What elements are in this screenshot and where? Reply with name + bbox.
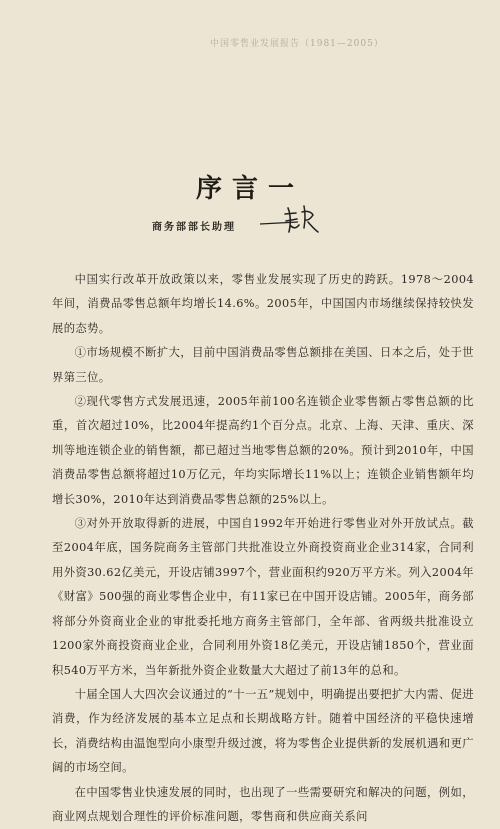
preface-body: [52, 268, 474, 829]
paragraph: ②现代零售方式发展迅速，2005年前100名连锁企业零售额占零售总额的比重，首次超过10%，比2004年提高约1个百分点。北京、上海、天津、重庆、深圳等地连锁企业的销售额，都已超过当地零售总额的20%。预计到2010年，中国消费品零售总额将超过10万亿元，年均实际增长11%以上；连锁企业销售额年均增长30%，2010年达到消费品零售总额的25%以上。: [52, 395, 474, 506]
paragraph: 十届全国人大四次会议通过的“十一五”规划中，明确提出要把扩大内需、促进消费，作为经济发展的基本立足点和长期战略方针。随着中国经济的平稳快速增长，消费结构由温饱型向小康型升级过渡，将为零售企业提供新的发展机遇和更广阔的市场空间。: [52, 687, 474, 775]
handwritten-signature: [258, 202, 338, 236]
paragraph: ①市场规模不断扩大，目前中国消费品零售总额排在美国、日本之后，处于世界第三位。: [52, 346, 474, 384]
running-head: 中国零售业发展报告（1981—2005）: [210, 39, 384, 49]
paragraph: 在中国零售业快速发展的同时，也出现了一些需要研究和解决的问题，例如，商业网点规划合理性的评价标准问题，零售商和供应商关系问: [52, 785, 474, 823]
author-title: 商务部部长助理: [152, 222, 236, 233]
paragraph: 中国实行改革开放政策以来，零售业发展实现了历史的跨跃。1978～2004年间，消费品零售总额年均增长14.6%。2005年，中国国内市场继续保持较快发展的态势。: [52, 273, 474, 335]
paragraph: ③对外开放取得新的进展，中国自1992年开始进行零售业对外开放试点。截至2004年底，国务院商务主管部门共批准设立外商投资商业企业314家，合同利用外资30.62亿美元，开设店铺3997个，营业面积约920万平方米。列入2004年《财富》500强的商业零售企业中，有11家已在中国开设店铺。2005年，商务部将部分外资商业企业的审批委托地方商务主管部门，全年部、省两级共批准设立1200家外商投资商业企业，合同利用外资18亿美元，开设店铺1850个，营业面积540万平方米，当年新批外资企业数量大大超过了前13年的总和。: [52, 517, 474, 677]
page-title: 序言一: [195, 174, 304, 204]
